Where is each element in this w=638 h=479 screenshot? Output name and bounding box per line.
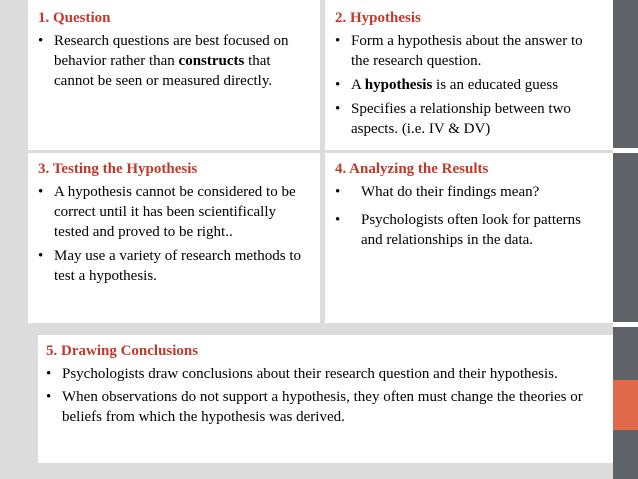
side-bar-divider (613, 148, 638, 153)
conclusions-title: 5. Drawing Conclusions (46, 343, 199, 359)
list-item (46, 364, 605, 384)
bullet-glyph: • (335, 184, 341, 200)
bullet-text: Psychologists often look for patterns and relationships in the data. (361, 212, 581, 248)
analyzing-title: 4. Analyzing the Results (335, 161, 489, 177)
conclusions-box (38, 335, 613, 463)
analyzing-box (325, 153, 613, 323)
conclusions-list (46, 364, 605, 427)
bullet-glyph: • (335, 212, 341, 228)
bullet-text: Form a hypothesis about the answer to the research question. (351, 33, 583, 69)
list-item (335, 31, 603, 71)
list-item (335, 182, 603, 202)
bullet-text: When observations do not support a hypothesis, they often must change the theories or beliefs from which the hypothesis was derived. (62, 389, 583, 425)
bullet-text: A hypothesis cannot be considered to be correct until it has been scientifically tested and proved to be right.. (54, 184, 296, 240)
bullet-glyph: • (38, 33, 44, 49)
analyzing-list (335, 182, 603, 250)
list-item (335, 210, 603, 250)
bullet-glyph: • (335, 77, 341, 93)
bullet-text: that cannot be seen or measured directly. (54, 53, 273, 89)
bullet-glyph: • (38, 248, 44, 264)
testing-title: 3. Testing the Hypothesis (38, 161, 198, 177)
bullet-glyph: • (46, 366, 52, 382)
question-list (38, 31, 310, 91)
bullet-text: Specifies a relationship between two aspects. (i.e. IV & DV) (351, 101, 571, 137)
bullet-glyph: • (335, 33, 341, 49)
hypothesis-box (325, 0, 613, 150)
bullet-text: What do their findings mean? (361, 184, 540, 200)
hypothesis-list (335, 31, 603, 139)
list-item (335, 99, 603, 139)
list-item (38, 246, 310, 286)
list-item (38, 31, 310, 91)
list-item (46, 387, 605, 427)
hypothesis-title: 2. Hypothesis (335, 10, 421, 26)
question-title: 1. Question (38, 10, 111, 26)
accent-block (613, 380, 638, 430)
question-box (28, 0, 320, 150)
bullet-glyph: • (38, 184, 44, 200)
list-item (38, 182, 310, 242)
bullet-text: A (351, 77, 365, 93)
bullet-text: is an educated guess (432, 77, 559, 93)
testing-box (28, 153, 320, 323)
side-bar-divider (613, 322, 638, 327)
testing-list (38, 182, 310, 286)
bullet-glyph: • (335, 101, 341, 117)
bullet-text: Psychologists draw conclusions about their research question and their hypothesis. (62, 366, 558, 382)
bullet-glyph: • (46, 389, 52, 405)
bullet-bold-text: constructs (178, 53, 245, 69)
list-item (335, 75, 603, 95)
bullet-text: May use a variety of research methods to test a hypothesis. (54, 248, 301, 284)
bullet-text: Research questions are best focused on behavior rather than (54, 33, 289, 69)
bullet-bold-text: hypothesis (364, 77, 433, 93)
